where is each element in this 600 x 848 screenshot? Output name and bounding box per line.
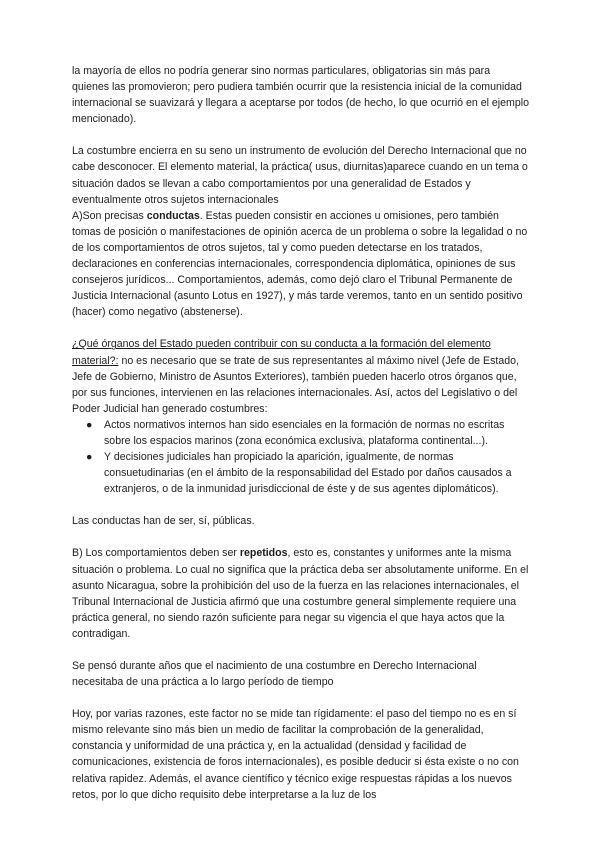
repetidos-term: repetidos: [239, 547, 288, 560]
paragraph-time: Se pensó durante años que el nacimiento de una costumbre en Derecho Internacional necesitaba de una práctica a lo largo período de tiempo: [72, 660, 477, 689]
bullet-list: [72, 417, 530, 497]
organs-question: ¿Qué órganos del Estado pueden contribuir con su conducta a la formación del elemento material?:: [72, 338, 491, 367]
bullet-icon: ●: [86, 418, 93, 431]
paragraph-public: Las conductas han de ser, sí, públicas.: [72, 515, 255, 528]
paragraph-today: Hoy, por varias razones, este factor no se mide tan rígidamente: el paso del tiempo no es en sí mismo relevante sino más bien un medio de facilitar la comprobación de la generalidad, constancia y uniformidad de una práctica y, en la actualidad (densidad y facilidad de comunicaciones, existencia de foros internacionales), es posible deducir si ésta existe o no con relativa rapidez. Además, el avance científico y técnico exige respuestas rápidas a los nuevos retos, por lo que dicho requisito debe interpretarse a la luz de los: [72, 708, 519, 801]
repetidos-text: , esto es, constantes y uniformes ante la misma situación o problema. Lo cual no significa que la práctica deba ser absolutamente uniforme. En el asunto Nicaragua, sobre la prohibición del uso de la fuerza en las relaciones internacionales, el Tribunal Internacional de Justicia afirmó que una costumbre general simplemente requiere una práctica general, no siendo razón suficiente para negar su vigencia el que haya actos que la contradigan.: [72, 547, 529, 640]
list-item-text: Actos normativos internos han sido esenciales en la formación de normas no escritas sobre los espacios marinos (zona económica exclusiva, plataforma continental...).: [104, 418, 505, 447]
paragraph-repetidos: [72, 545, 530, 642]
list-item: [86, 449, 530, 497]
conductas-term: conductas: [146, 209, 200, 222]
list-item: [86, 417, 530, 449]
paragraph-custom-evolution: La costumbre encierra en su seno un instrumento de evolución del Derecho Internacional que no cabe desconocer. El elemento material, la práctica( usus, diurnitas)aparece cuando en un tema o situación dados se llevan a cabo comportamientos por una generalidad de Estados y eventualmente otros sujetos internacionales: [72, 145, 528, 206]
repetidos-prefix: B) Los comportamientos deben ser: [72, 547, 240, 560]
paragraph-intro: la mayoría de ellos no podría generar sino normas particulares, obligatorias sin más para quienes las promovieron; pero pudiera también ocurrir que la resistencia inicial de la comunidad internacional se suavizará y llegara a aceptarse por todos (de hecho, lo que ocurrió en el ejemplo mencionado).: [72, 65, 529, 126]
list-item-text: Y decisiones judiciales han propiciado la aparición, igualmente, de normas consuetudinarias (en el ámbito de la responsabilidad del Estado por daños causados a extranjeros, o de la inmunidad jurisdiccional de éste y de sus agentes diplomáticos).: [104, 451, 512, 496]
conductas-prefix: A)Son precisas: [72, 209, 147, 222]
paragraph-conductas: [72, 208, 530, 321]
conductas-text: . Estas pueden consistir en acciones u omisiones, pero también tomas de posición o manifestaciones de opinión acerca de un problema o sobre la legalidad o no de los comportamientos de otros sujetos, tal y como pueden detectarse en los tratados, declaraciones en conferencias internacionales, correspondencia diplomática, opiniones de sus consejeros jurídicos... Comportamientos, además, como dejó claro el Tribunal Permanente de Justicia Internacional (asunto Lotus en 1927), y más tarde veremos, tanto en un sentido positivo (hacer) como negativo (abstenerse).: [72, 209, 528, 319]
organs-text: no es necesario que se trate de sus representantes al máximo nivel (Jefe de Estado, Jefe de Gobierno, Ministro de Asuntos Exteriores), también pueden hacerlo otros órganos que, por sus funciones, intervienen en las relaciones internacionales. Así, actos del Legislativo o del Poder Judicial han generado costumbres:: [72, 354, 519, 415]
paragraph-organs: [72, 336, 530, 416]
bullet-icon: ●: [86, 451, 93, 464]
